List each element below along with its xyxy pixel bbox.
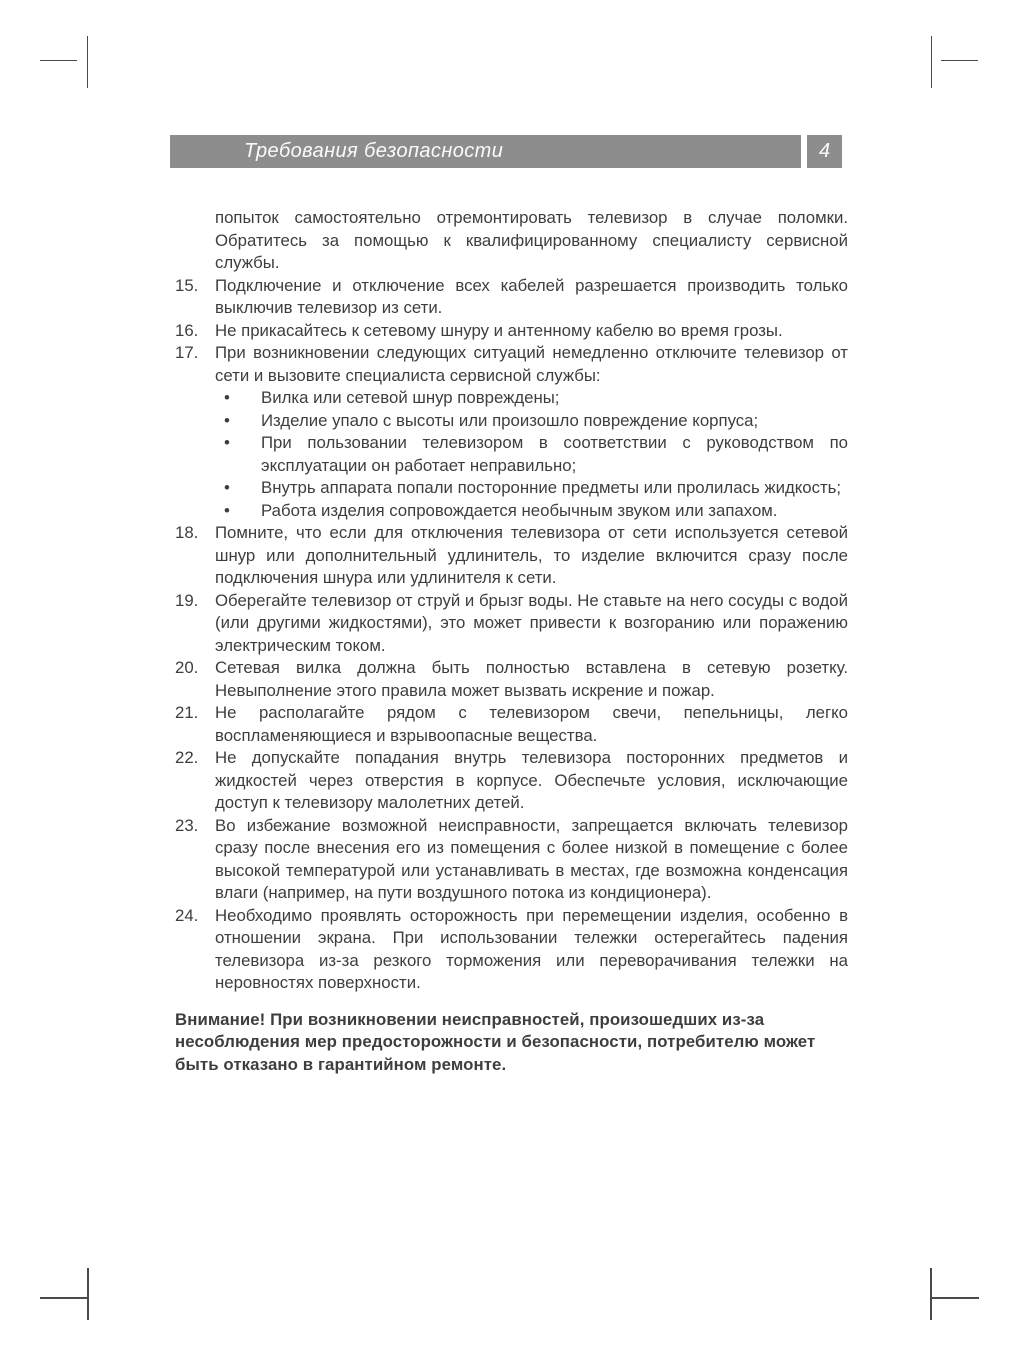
bullet-item [215,410,848,433]
document-body [175,207,848,1076]
item-text: Не располагайте рядом с телевизором свечи, пепельницы, легко воспламеняющиеся и взрывоопасные вещества. [215,703,848,745]
list-item [175,320,848,343]
bullet-icon: • [224,478,230,497]
bullet-icon: • [224,500,230,520]
bullet-text: Изделие упало с высоты или произошло повреждение корпуса; [261,410,759,430]
list-item [175,657,848,702]
crop-mark-top-left-vertical [87,36,88,88]
item-text: Во избежание возможной неисправности, запрещается включать телевизор сразу после внесения его из помещения с более низкой в помещение с более высокой температурой или устанавливать в местах, где возможна конденсация влаги (например, на пути воздушного потока из кондиционера). [215,815,848,902]
warning-paragraph: Внимание! При возникновении неисправностей, произошедших из-за несоблюдения мер предосторожности и безопасности, потребителю может быть отказано в гарантийном ремонте. [175,1009,816,1074]
item-number: 16. [175,320,199,340]
section-title: Требования безопасности [244,140,504,162]
bullet-icon: • [224,433,230,452]
page-number: 4 [818,140,831,162]
crop-mark-top-left-horizontal [40,60,77,61]
item-text: Подключение и отключение всех кабелей разрешается производить только выключив телевизор из сети. [215,275,848,317]
item-text: Сетевая вилка должна быть полностью вставлена в сетевую розетку. Невыполнение этого правила может вызвать искрение и пожар. [215,658,848,700]
list-item [175,702,848,747]
list-item [175,815,848,905]
paragraph-continuation: попыток самостоятельно отремонтировать телевизор в случае поломки. Обратитесь за помощью к квалифицированному специалисту сервисной службы. [215,208,848,272]
list-item [175,522,848,590]
bullet-item [215,500,848,523]
bullet-text: Работа изделия сопровождается необычным звуком или запахом. [261,500,778,520]
bullet-icon: • [224,388,230,407]
crop-mark-top-right-vertical [931,36,932,88]
crop-mark-top-right-horizontal [941,60,978,61]
item-text: При возникновении следующих ситуаций немедленно отключите телевизор от сети и вызовите специалиста сервисной службы: [215,343,848,385]
item-number: 18. [175,523,199,542]
item-text: Оберегайте телевизор от струй и брызг воды. Не ставьте на него сосуды с водой (или другими жидкостями), это может привести к возгоранию или поражению электрическим током. [215,590,848,655]
item-text: Не допускайте попадания внутрь телевизора посторонних предметов и жидкостей через отверстия в корпусе. Обеспечьте условия, исключающие доступ к телевизору малолетних детей. [215,748,848,812]
crop-mark-bottom-right-vertical [930,1268,932,1320]
bullet-icon: • [224,410,230,430]
item-number: 15. [175,275,199,295]
list-item [175,275,848,320]
bullet-item [215,477,848,500]
item-number: 21. [175,703,199,722]
crop-mark-bottom-left-horizontal [40,1297,89,1299]
item-number: 17. [175,343,199,362]
item-number: 22. [175,748,199,767]
list-item [175,342,848,522]
crop-mark-bottom-left-vertical [87,1268,89,1320]
crop-mark-bottom-right-horizontal [930,1297,979,1299]
item-number: 20. [175,658,199,677]
item-text: Не прикасайтесь к сетевому шнуру и антенному кабелю во время грозы. [215,320,783,340]
bullet-text: Внутрь аппарата попали посторонние предметы или пролилась жидкость; [261,478,842,497]
section-header-bar [170,135,801,168]
item-number: 23. [175,815,199,835]
list-item [175,590,848,658]
item-number: 19. [175,590,199,610]
bullet-text: Вилка или сетевой шнур повреждены; [261,388,560,407]
bullet-item [215,432,848,477]
bullet-text: При пользовании телевизором в соответствии с руководством по эксплуатации он работает неправильно; [261,433,848,475]
list-item [175,905,848,995]
item-text: Необходимо проявлять осторожность при перемещении изделия, особенно в отношении экрана. При использовании тележки остерегайтесь падения телевизора из-за резкого торможения или переворачивания тележки на неровностях поверхности. [215,905,848,992]
item-number: 24. [175,905,199,925]
bullet-item [215,387,848,410]
item-text: Помните, что если для отключения телевизора от сети используется сетевой шнур или дополнительный удлинитель, то изделие включится сразу после подключения шнура или удлинителя к сети. [215,523,848,587]
list-item [175,747,848,815]
page-number-box [807,135,842,168]
